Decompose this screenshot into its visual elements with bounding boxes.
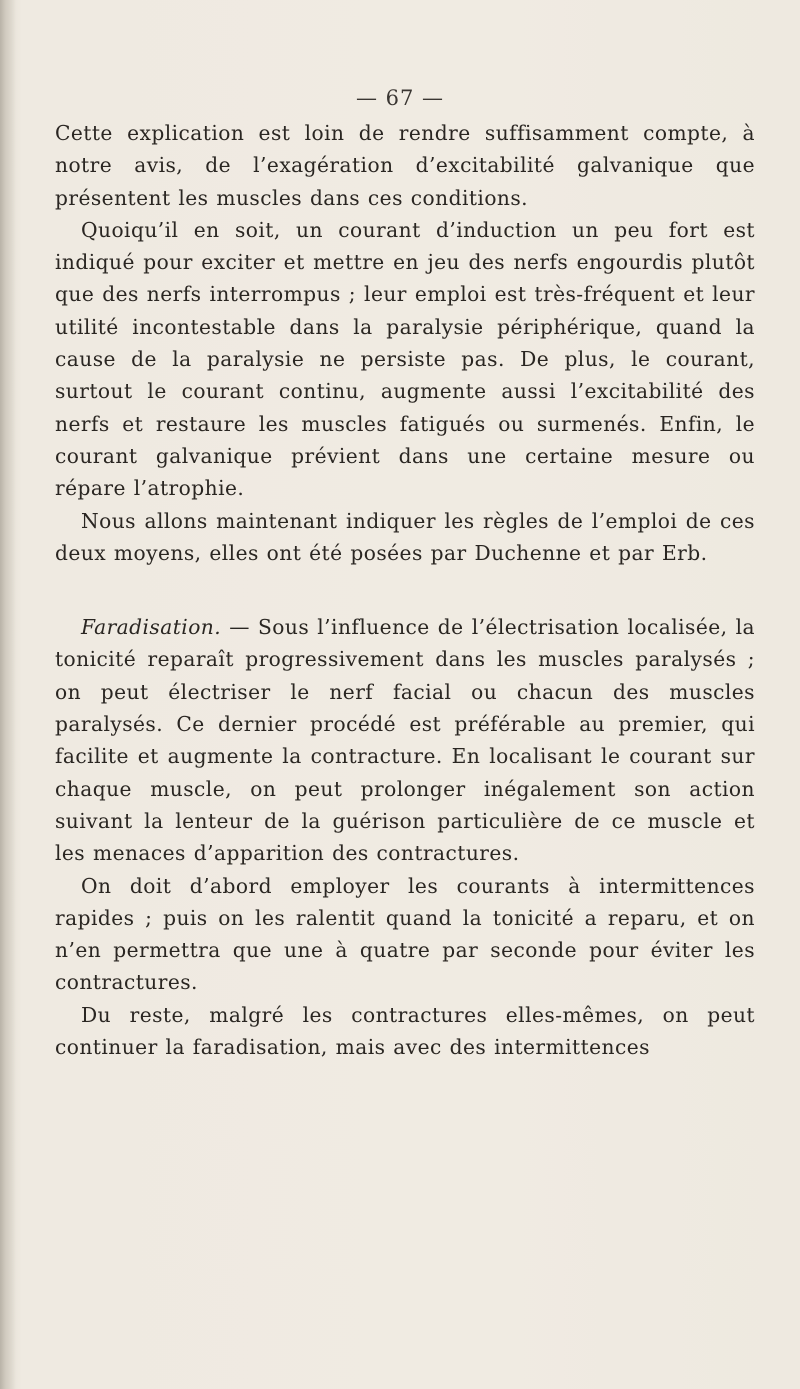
paragraph-3: Nous allons maintenant indiquer les règles de l’emploi de ces deux moyens, elles ont été posées par Duchenne et par Erb.	[55, 508, 755, 565]
paragraph-4	[55, 611, 755, 869]
paragraph-2: Quoiqu’il en soit, un courant d’induction un peu fort est indiqué pour exciter et mettre en jeu des nerfs engourdis plutôt que des nerfs interrompus ; leur emploi est très-fréquent et leur utilité incontestable dans la paralysie périphérique, quand la cause de la paralysie ne persiste pas. De plus, le courant, surtout le courant continu, augmente aussi l’excitabilité des nerfs et restaure les muscles fatigués ou surmenés. Enfin, le courant galvanique prévient dans une certaine mesure ou répare l’atrophie.	[55, 217, 755, 501]
page-binding-edge	[0, 0, 16, 1389]
paragraph-4-body: — Sous l’influence de l’électrisation localisée, la tonicité reparaît progressivement dans les muscles paralysés ; on peut électriser le nerf facial ou chacun des muscles paralysés. Ce dernier procédé est préférable au premier, qui facilite et augmente la contracture. En localisant le courant sur chaque muscle, on peut prolonger inégalement son action suivant la lenteur de la guérison particulière de ce muscle et les menaces d’apparition des contractures.	[55, 615, 755, 866]
body-text	[55, 117, 755, 1063]
section-gap	[55, 569, 755, 611]
paragraph-5: On doit d’abord employer les courants à intermittences rapides ; puis on les ralentit quand la tonicité a reparu, et on n’en permettra que une à quatre par seconde pour éviter les contractures.	[55, 873, 755, 995]
page-number: — 67 —	[355, 86, 445, 110]
paragraph-6: Du reste, malgré les contractures elles-mêmes, on peut continuer la faradisation, mais avec des intermittences	[55, 1002, 755, 1060]
section-heading: Faradisation.	[81, 615, 222, 640]
paragraph-1: Cette explication est loin de rendre suffisamment compte, à notre avis, de l’exagération d’excitabilité galvanique que présentent les muscles dans ces conditions.	[55, 121, 755, 210]
